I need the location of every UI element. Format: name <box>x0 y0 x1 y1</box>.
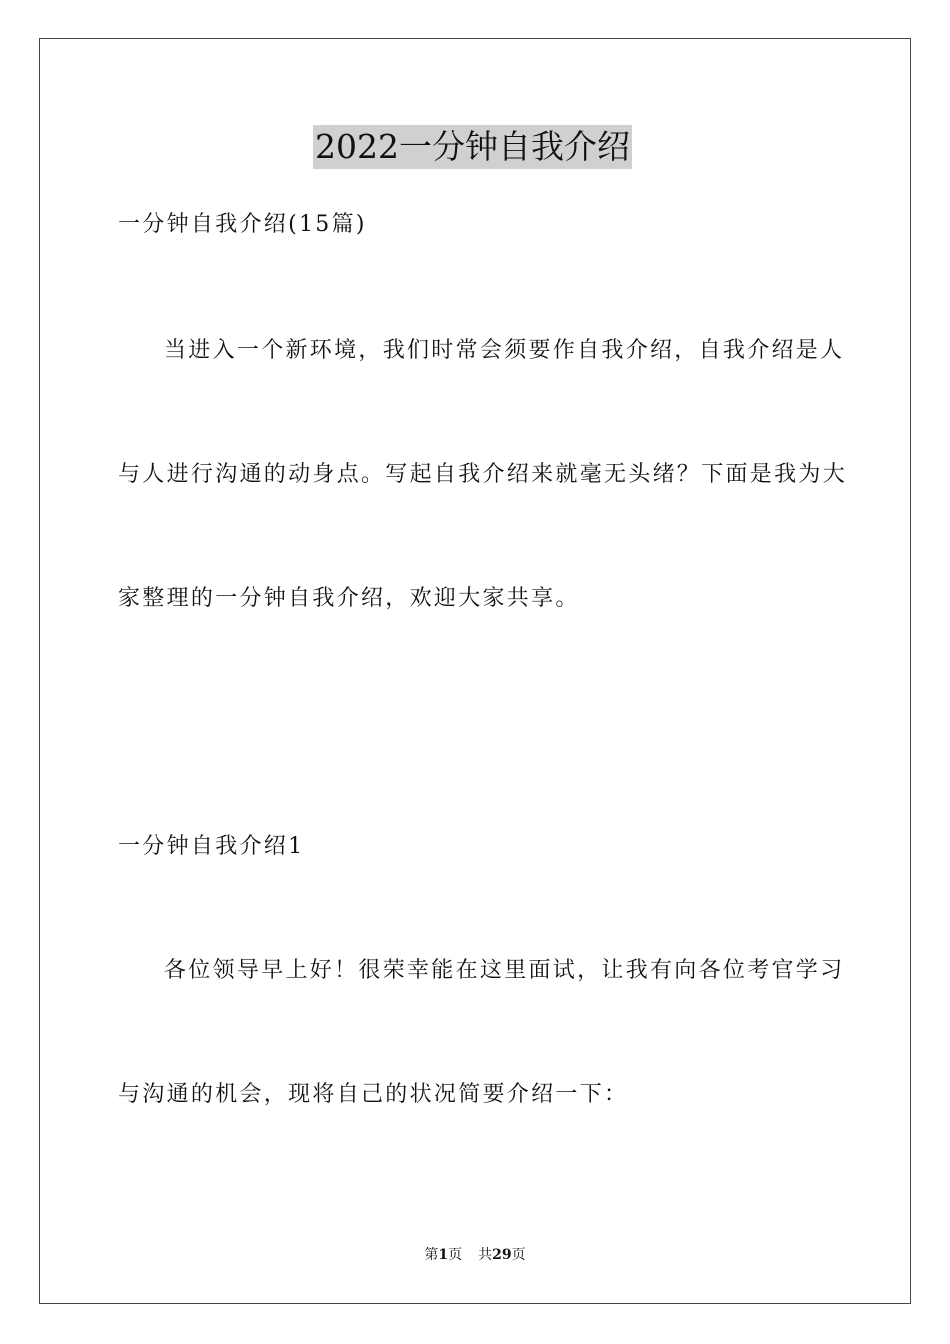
page-number: 1 <box>438 1247 449 1263</box>
total-pages: 29 <box>492 1247 512 1263</box>
document-title: 2022一分钟自我介绍 <box>313 125 632 169</box>
intro-line-2: 与人进行沟通的动身点。写起自我介绍来就毫无头绪？下面是我为大 <box>118 462 848 487</box>
section-line-2: 与沟通的机会，现将自己的状况简要介绍一下： <box>118 1082 629 1107</box>
page-footer <box>0 1246 950 1264</box>
intro-line-1: 当进入一个新环境，我们时常会须要作自我介绍，自我介绍是人 <box>164 338 845 363</box>
total-suffix: 页 <box>511 1247 526 1263</box>
section-heading: 一分钟自我介绍1 <box>118 834 305 859</box>
total-prefix: 共 <box>478 1247 493 1263</box>
document-subtitle: 一分钟自我介绍(15篇) <box>118 212 367 237</box>
section-line-1: 各位领导早上好！很荣幸能在这里面试，让我有向各位考官学习 <box>164 958 845 983</box>
page-prefix: 第 <box>424 1247 439 1263</box>
intro-line-3: 家整理的一分钟自我介绍，欢迎大家共享。 <box>118 586 580 611</box>
page-suffix: 页 <box>448 1247 463 1263</box>
